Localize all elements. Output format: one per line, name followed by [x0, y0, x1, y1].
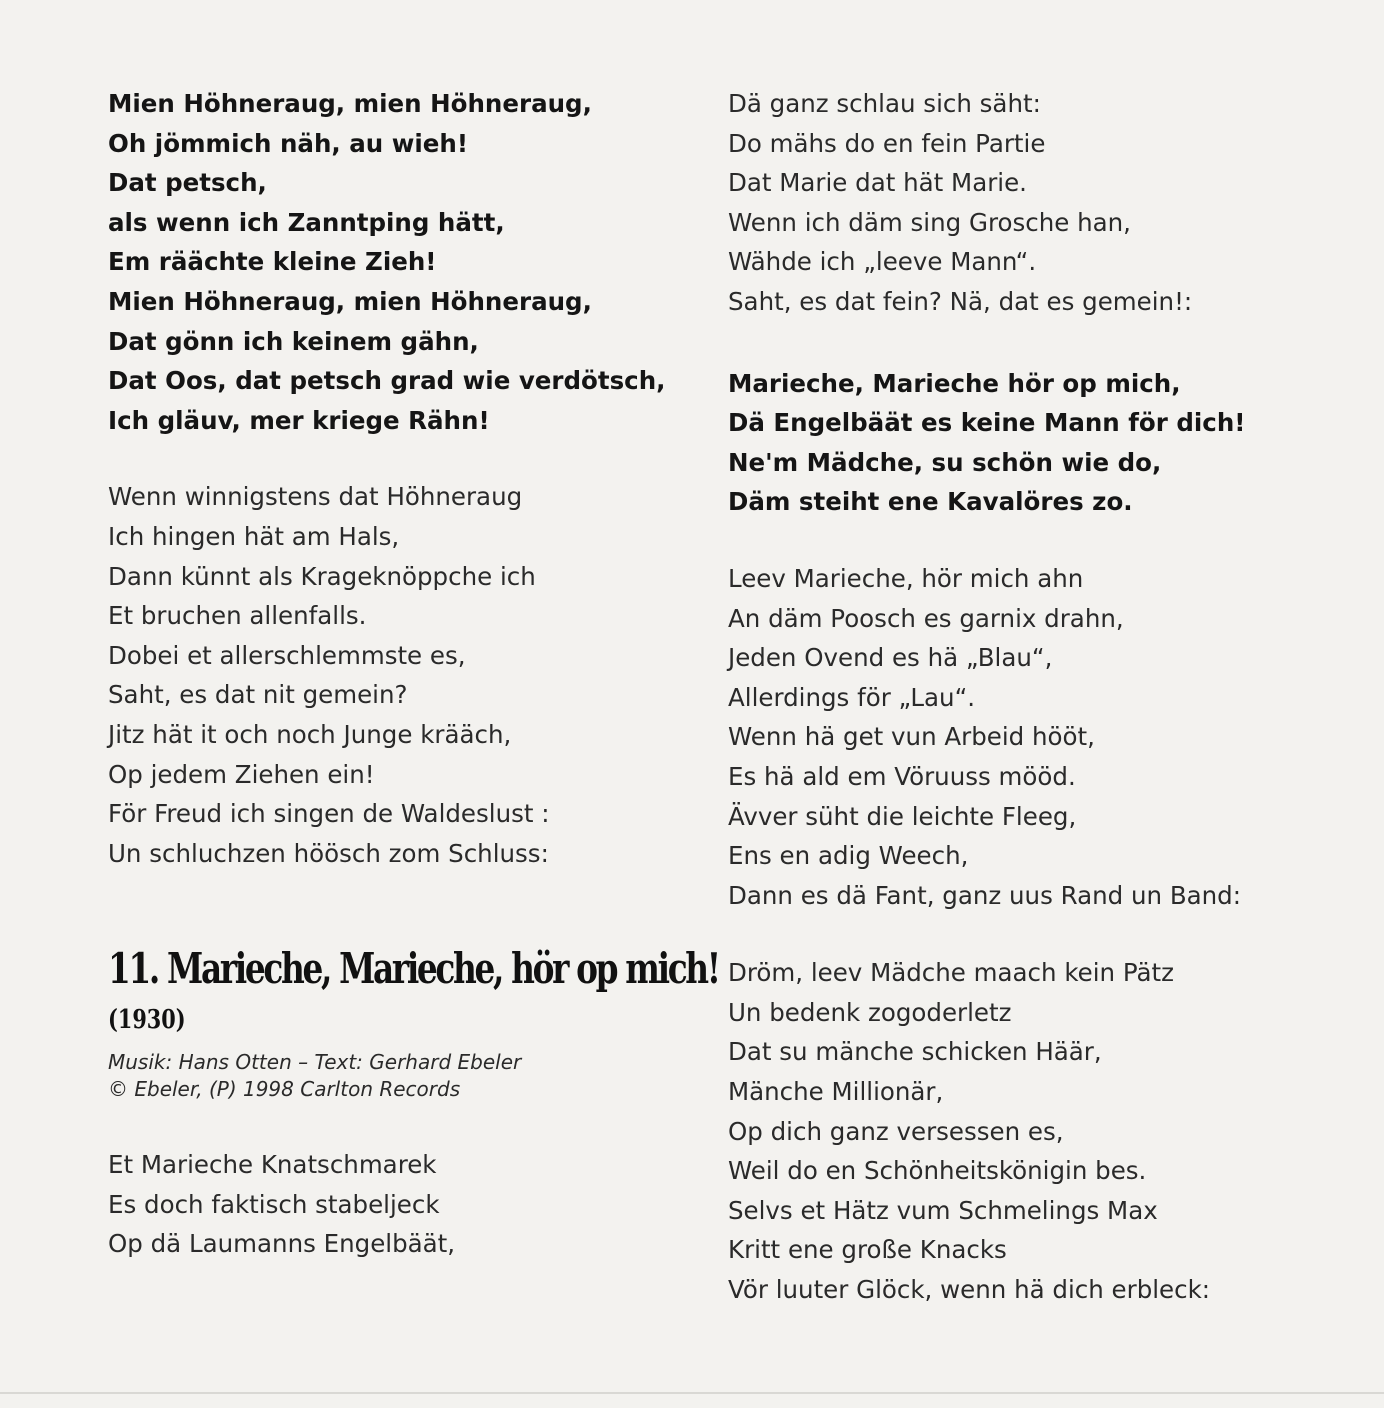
lyric-line: Mien Höhneraug, mien Höhneraug, [108, 89, 592, 118]
lyric-line: Dobei et allerschlemmste es, [108, 640, 466, 670]
lyric-line: Es hä ald em Vöruuss mööd. [728, 761, 1076, 791]
lyric-line: Saht, es dat fein? Nä, dat es gemein!: [728, 286, 1193, 316]
lyric-line: Un bedenk zogoderletz [728, 997, 1012, 1027]
left-column [108, 84, 719, 1264]
verse-block-marieche-start [108, 1145, 668, 1264]
lyric-line: Däm steiht ene Kavalöres zo. [728, 487, 1133, 517]
song-title: 11. Marieche, Marieche, hör op mich! [108, 944, 719, 994]
lyric-line: Dat Oos, dat petsch grad wie verdötsch, [108, 366, 666, 396]
lyric-line: Mien Höhneraug, mien Höhneraug, [108, 286, 592, 316]
lyric-line: Allerdings för „Lau“. [728, 682, 976, 712]
lyric-line: Jeden Ovend es hä „Blau“, [728, 643, 1053, 673]
lyric-line: als wenn ich Zanntping hätt, [108, 207, 505, 237]
chorus-block-marieche [728, 364, 1328, 522]
lyric-line: Wenn winnigstens dat Höhneraug [108, 482, 523, 512]
lyric-line: An däm Poosch es garnix drahn, [728, 603, 1124, 633]
lyric-line: Ens en adig Weech, [728, 841, 969, 871]
lyric-line: Dat petsch, [108, 168, 267, 198]
lyric-line: Wenn ich däm sing Grosche han, [728, 207, 1131, 237]
lyric-line: Op dä Laumanns Engelbäät, [108, 1229, 456, 1259]
lyric-line: Do mähs do en fein Partie [728, 128, 1046, 158]
verse-block-hoehneraug [108, 477, 668, 873]
lyric-line: Dä Engelbäät es keine Mann för dich! [728, 408, 1246, 438]
verse-block-right-2 [728, 559, 1328, 915]
lyric-line: Kritt ene große Knacks [728, 1235, 1007, 1265]
lyric-line: Ich hingen hät am Hals, [108, 521, 400, 551]
lyric-line: Ne'm Mädche, su schön wie do, [728, 447, 1162, 477]
lyric-line: Selvs et Hätz vum Schmelings Max [728, 1195, 1158, 1225]
lyric-line: Et Marieche Knatschmarek [108, 1150, 437, 1180]
lyric-line: Oh jömmich näh, au wieh! [108, 128, 468, 158]
lyric-line: Dat su mänche schicken Häär, [728, 1037, 1102, 1067]
lyric-line: Marieche, Marieche hör op mich, [728, 368, 1181, 398]
song-header [108, 943, 719, 1103]
lyric-line: Op dich ganz versessen es, [728, 1116, 1064, 1146]
lyric-line: Dat gönn ich keinem gähn, [108, 326, 479, 356]
verse-block-right-1 [728, 84, 1328, 322]
lyric-line: Dann künnt als Krageknöppche ich [108, 561, 536, 591]
song-year: (1930) [108, 1005, 186, 1036]
lyric-line: Es doch faktisch stabeljeck [108, 1189, 440, 1219]
lyric-line: Et bruchen allenfalls. [108, 601, 367, 631]
verse-block-right-3 [728, 953, 1328, 1309]
lyric-line: Leev Marieche, hör mich ahn [728, 563, 1084, 593]
lyric-line: Jitz hät it och noch Junge krääch, [108, 719, 512, 749]
lyric-line: Ävver süht die leichte Fleeg, [728, 801, 1077, 831]
song-credit-copyright: © Ebeler, (P) 1998 Carlton Records [108, 1077, 461, 1102]
right-column [728, 84, 1328, 1310]
lyric-line: Dä ganz schlau sich säht: [728, 89, 1041, 118]
lyric-line: Op jedem Ziehen ein! [108, 759, 375, 789]
lyric-line: Ich gläuv, mer kriege Rähn! [108, 405, 490, 435]
lyric-line: Dat Marie dat hät Marie. [728, 168, 1027, 198]
lyric-line: Weil do en Schönheitskönigin bes. [728, 1156, 1147, 1186]
lyric-line: För Freud ich singen de Waldeslust : [108, 799, 550, 829]
lyric-line: Wenn hä get vun Arbeid hööt, [728, 722, 1095, 752]
lyric-line: Vör luuter Glöck, wenn hä dich erbleck: [728, 1275, 1211, 1305]
lyric-line: Dann es dä Fant, ganz uus Rand un Band: [728, 880, 1241, 910]
lyric-line: Saht, es dat nit gemein? [108, 680, 408, 710]
lyric-line: Mänche Millionär, [728, 1077, 944, 1107]
lyric-line: Em räächte kleine Zieh! [108, 247, 437, 277]
lyric-line: Un schluchzen höösch zom Schluss: [108, 838, 549, 868]
lyric-line: Dröm, leev Mädche maach kein Pätz [728, 958, 1174, 988]
song-credit-authors: Musik: Hans Otten – Text: Gerhard Ebeler [108, 1050, 522, 1075]
lyric-line: Wähde ich „leeve Mann“. [728, 247, 1037, 277]
page-bottom-edge [0, 1392, 1384, 1394]
chorus-block-hoehneraug [108, 84, 668, 440]
